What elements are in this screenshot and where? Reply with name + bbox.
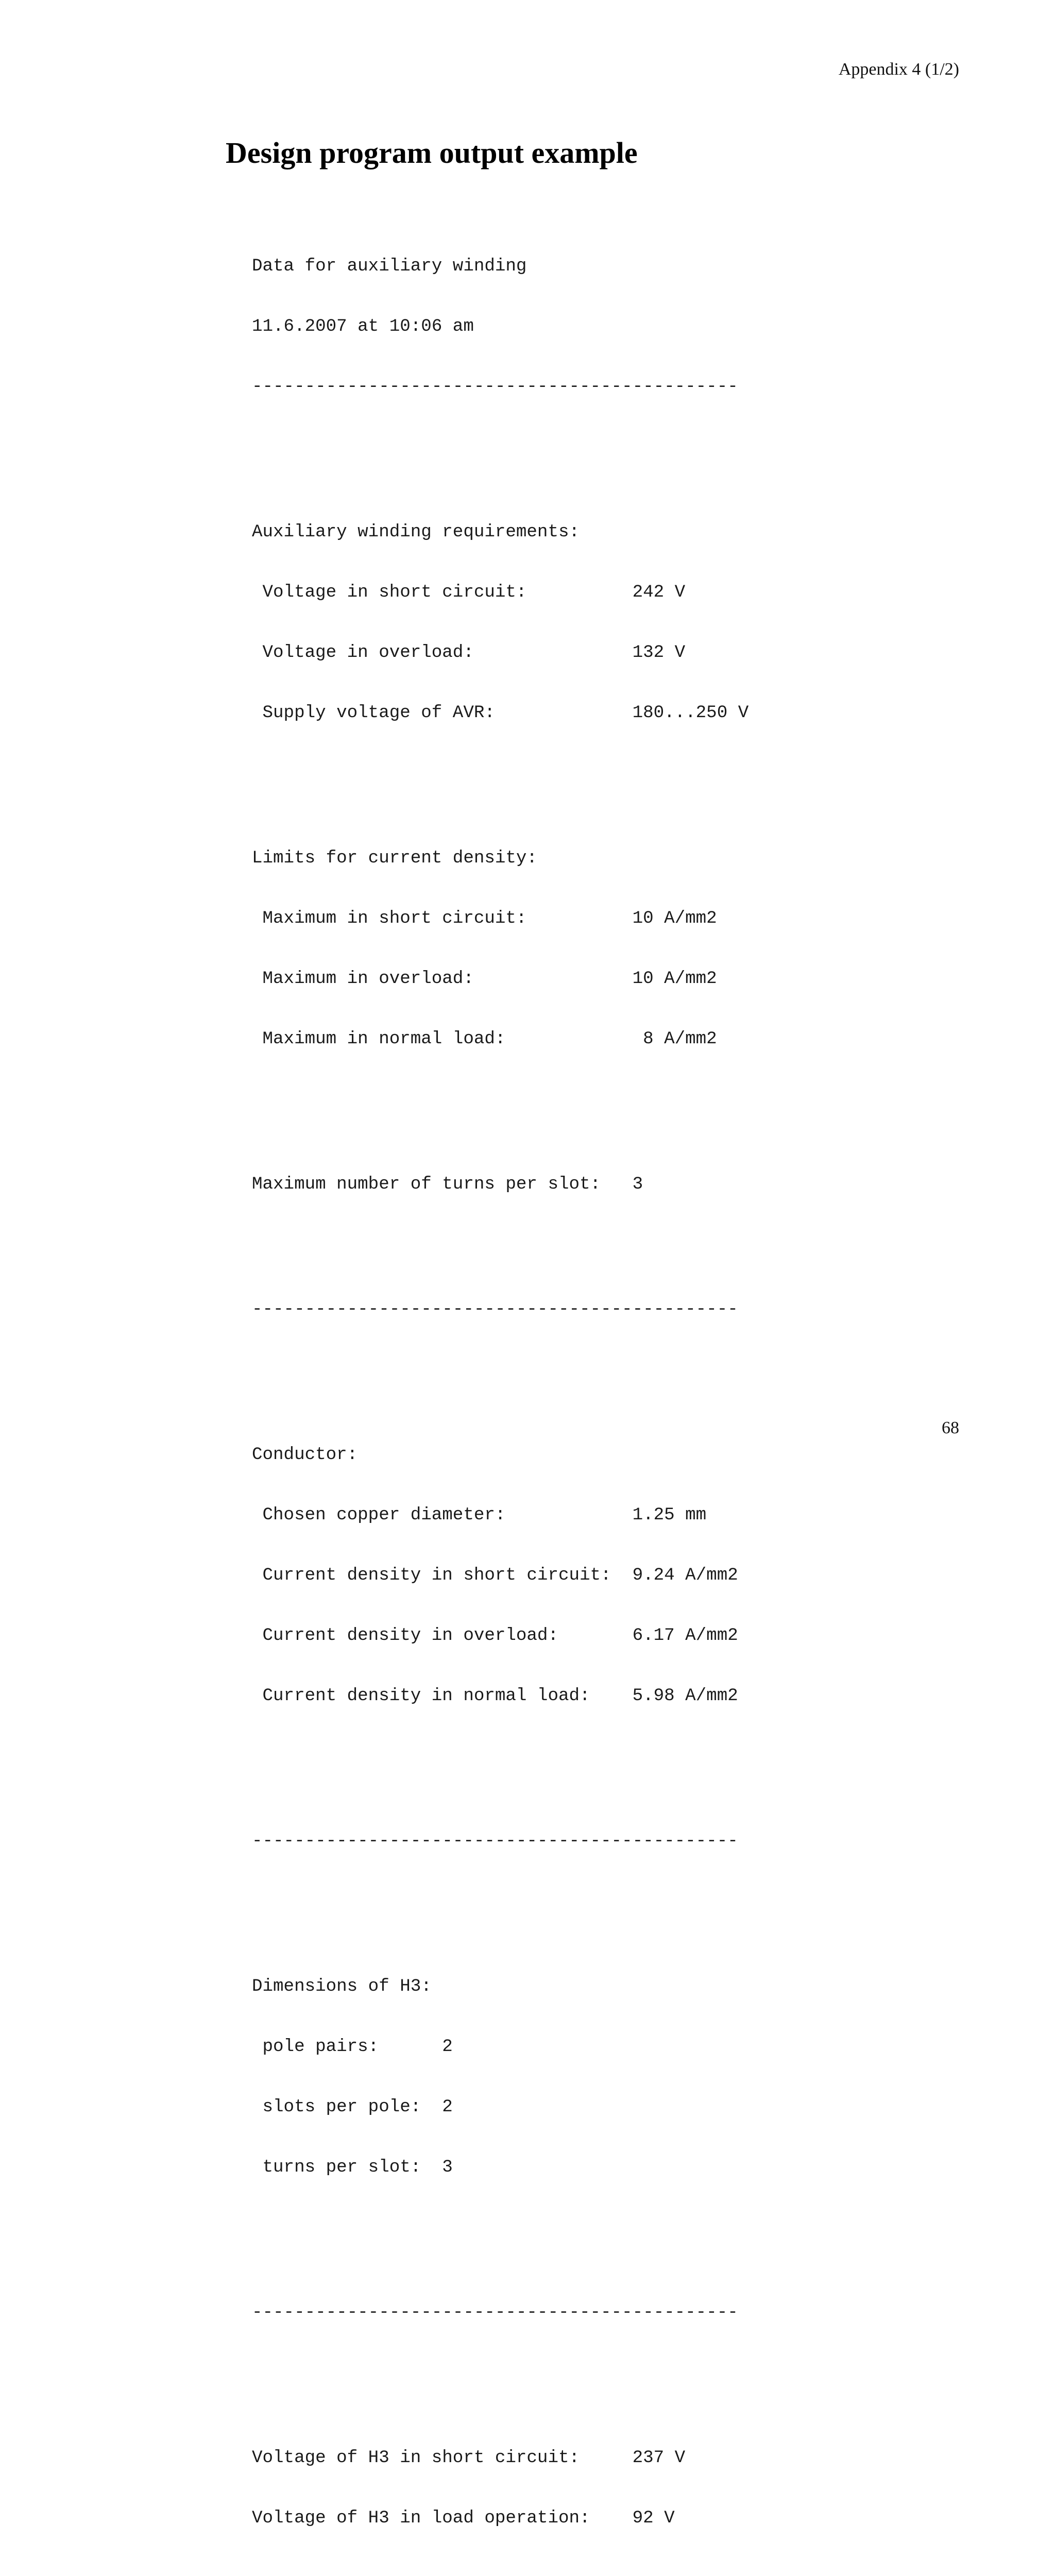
page-title: Design program output example (226, 136, 638, 170)
separator-line: ---------------------------------------------- (252, 1832, 738, 1851)
h3-dimension-row: pole pairs: 2 (252, 2037, 453, 2057)
h3-voltage-line: Voltage of H3 in load operation: 92 V (252, 2509, 675, 2528)
spacer (252, 1747, 844, 1771)
spacer (252, 1892, 844, 1917)
spacer (252, 1235, 844, 1260)
requirement-row: Voltage in overload: 132 V (252, 643, 686, 663)
max-turns-line: Maximum number of turns per slot: 3 (252, 1175, 643, 1194)
conductor-row: Chosen copper diameter: 1.25 mm (252, 1505, 707, 1525)
separator-line: ---------------------------------------------- (252, 2303, 738, 2323)
conductor-row: Current density in short circuit: 9.24 A/mm2 (252, 1566, 738, 1585)
output-heading: Data for auxiliary winding (252, 257, 527, 276)
spacer (252, 437, 844, 462)
page-number: 68 (942, 1418, 959, 1437)
spacer (252, 764, 844, 788)
separator-line: ---------------------------------------------- (252, 377, 738, 397)
separator-line: ---------------------------------------------- (252, 1300, 738, 1319)
appendix-label: Appendix 4 (1/2) (838, 60, 959, 79)
spacer (252, 1090, 844, 1114)
spacer (252, 1360, 844, 1385)
requirement-row: Voltage in short circuit: 242 V (252, 583, 686, 602)
current-limit-row: Maximum in short circuit: 10 A/mm2 (252, 909, 717, 928)
h3-voltage-line: Voltage of H3 in short circuit: 237 V (252, 2448, 686, 2468)
current-limits-heading: Limits for current density: (252, 849, 537, 868)
spacer (252, 2363, 844, 2388)
conductor-heading: Conductor: (252, 1445, 358, 1465)
conductor-row: Current density in normal load: 5.98 A/mm2 (252, 1686, 738, 1706)
current-limit-row: Maximum in normal load: 8 A/mm2 (252, 1029, 717, 1049)
spacer (252, 2569, 844, 2576)
h3-dimensions-heading: Dimensions of H3: (252, 1977, 432, 1996)
h3-dimension-row: slots per pole: 2 (252, 2097, 453, 2117)
current-limit-row: Maximum in overload: 10 A/mm2 (252, 969, 717, 989)
conductor-row: Current density in overload: 6.17 A/mm2 (252, 1626, 738, 1646)
requirements-heading: Auxiliary winding requirements: (252, 522, 580, 542)
output-timestamp: 11.6.2007 at 10:06 am (252, 317, 474, 336)
program-output (252, 216, 844, 2576)
spacer (252, 2218, 844, 2243)
h3-dimension-row: turns per slot: 3 (252, 2158, 453, 2177)
requirement-row: Supply voltage of AVR: 180...250 V (252, 703, 749, 723)
